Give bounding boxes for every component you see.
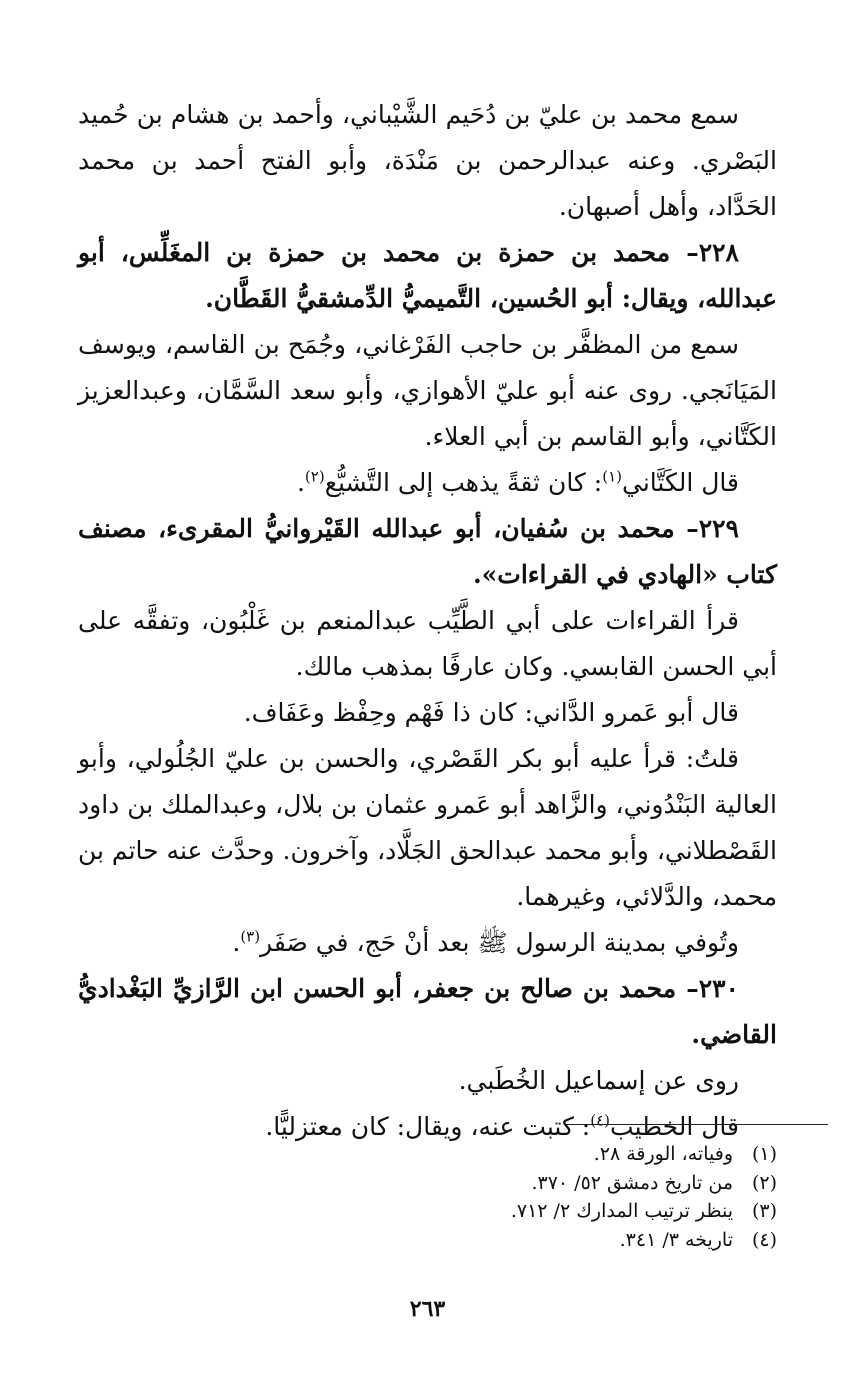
footnote-ref: (١)	[602, 467, 622, 486]
page-number: ٢٦٣	[409, 1296, 446, 1322]
footnote-item	[78, 1140, 777, 1169]
paragraph-khatib-quote: قال الخطيب$^{(٤)}$: كتبت عنه، ويقال: كان معتزليًّا.	[265, 1111, 739, 1141]
paragraph-dani-quote: قال أبو عَمرو الدَّاني: كان ذا فَهْم وحِفْظ وعَفَاف.	[243, 698, 739, 727]
footnote-ref: (٤)	[590, 1111, 611, 1130]
main-text	[78, 92, 777, 1150]
footnote-number: (٤)	[751, 1228, 777, 1251]
footnotes	[78, 1140, 777, 1254]
footnote-number: (١)	[751, 1143, 777, 1165]
footnote-item	[78, 1169, 777, 1198]
footnote-text: وفياته، الورقة ٢٨.	[593, 1143, 733, 1165]
footnote-ref: (٣)	[240, 927, 261, 946]
paragraph-death: وتُوفي بمدينة الرسول ﷺ بعد أنْ حَج، في صَفَر$^{(٣)}$.	[232, 927, 739, 957]
paragraph-entry-228-narrators: سمع من المظفَّر بن حاجب الفَرْغاني، وجُمَح بن القاسم، ويوسف المَيَانَجي. روى عنه أبو عليّ الأهوازي، وأبو سعد السَّمَّان، وعبدالعزيز الكَتَّاني، وأبو القاسم بن أبي العلاء.	[78, 330, 777, 451]
footnote-text: من تاريخ دمشق ٥٢/ ٣٧٠.	[531, 1171, 733, 1194]
footnote-separator	[566, 1124, 828, 1125]
footnote-item	[78, 1197, 777, 1226]
footnote-number: (٢)	[751, 1171, 777, 1194]
footnote-text: تاريخه ٣/ ٣٤١.	[619, 1228, 733, 1251]
footnote-ref: (٢)	[304, 467, 325, 486]
footnote-number: (٣)	[751, 1200, 777, 1222]
paragraph-entry-229-study: قرأ القراءات على أبي الطَّيِّب عبدالمنعم بن غَلْبُون، وتفقَّه على أبي الحسن القابسي. وكان عارفًا بمذهب مالك.	[78, 606, 777, 681]
paragraph-kattani-quote: قال الكَتَّاني$^{(١)}$: كان ثقةً يذهب إلى التَّشيُّع$^{(٢)}$.	[296, 467, 739, 497]
entry-heading-228: ٢٢٨– محمد بن حمزة بن محمد بن حمزة بن المغَلِّس، أبو عبدالله، ويقال: أبو الحُسين، التَّميميُّ الدِّمشقيُّ القَطَّان.	[78, 238, 777, 313]
paragraph-narrators: سمع محمد بن عليّ بن دُحَيم الشَّيْباني، وأحمد بن هشام بن حُميد البَصْري. وعنه عبدالرحمن بن مَنْدَة، وأبو الفتح أحمد بن محمد الحَدَّاد، وأهل أصبهان.	[78, 100, 777, 221]
entry-heading-230: ٢٣٠– محمد بن صالح بن جعفر، أبو الحسن ابن الرَّازيِّ البَغْداديُّ القاضي.	[78, 974, 777, 1049]
entry-heading-229: ٢٢٩– محمد بن سُفيان، أبو عبدالله القَيْروانيُّ المقرىء، مصنف كتاب «الهادي في القراءات».	[78, 514, 777, 589]
footnote-item	[78, 1226, 777, 1255]
paragraph-entry-230-narration: روى عن إسماعيل الخُطَبي.	[458, 1066, 739, 1095]
paragraph-students: قلتُ: قرأ عليه أبو بكر القَصْري، والحسن بن عليّ الجُلُولي، وأبو العالية البَنْدُوني، والزَّاهد أبو عَمرو عثمان بن بلال، وعبدالملك بن داود القَصْطلاني، وأبو محمد عبدالحق الجَلَّاد، وآخرون. وحدَّث عنه حاتم بن محمد، والدَّلائي، وغيرهما.	[78, 744, 777, 911]
footnote-text: ينظر ترتيب المدارك ٢/ ٧١٢.	[510, 1200, 733, 1222]
